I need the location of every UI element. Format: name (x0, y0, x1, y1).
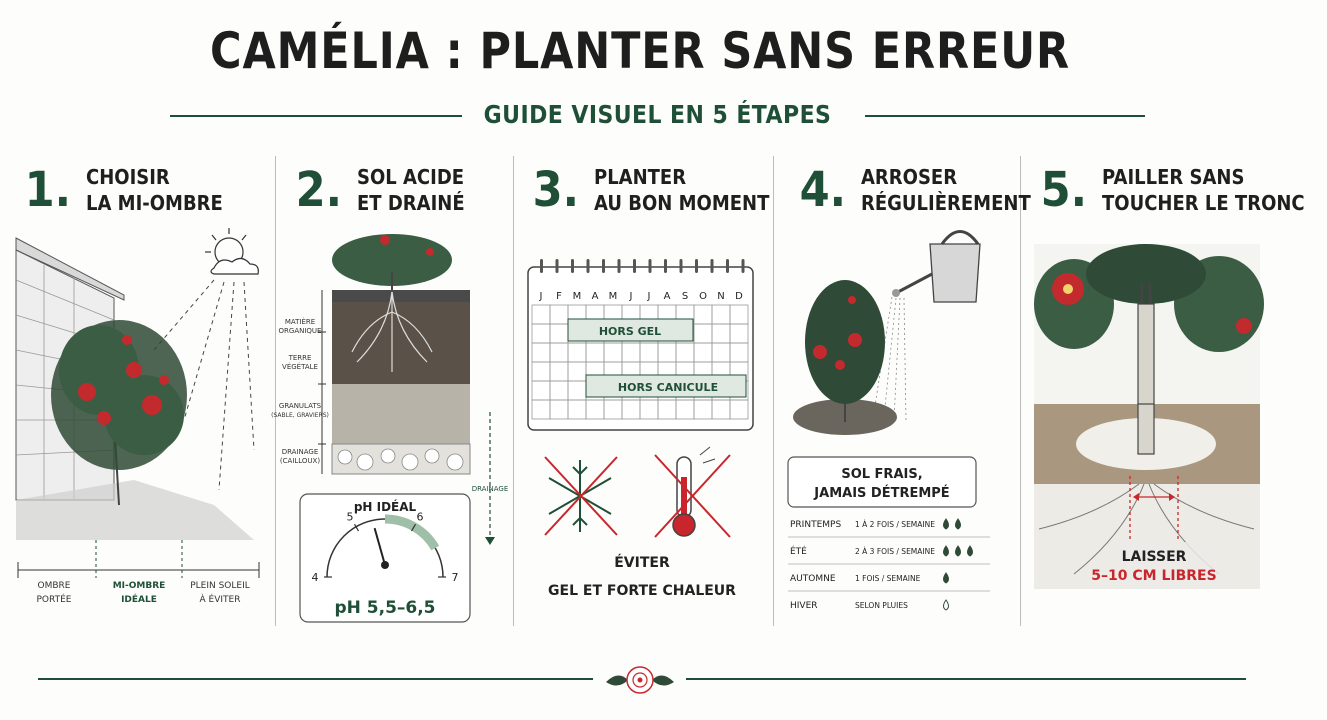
month-label: J (647, 291, 651, 302)
water-drop-icon (944, 573, 949, 583)
month-label: F (556, 291, 562, 302)
footer-rule-left (38, 678, 593, 680)
month-label: M (608, 291, 618, 302)
calendar-ring (742, 259, 745, 273)
calendar-ring (633, 259, 636, 273)
footer-rule-right (686, 678, 1246, 680)
camellia-plant-icon (332, 234, 452, 292)
zone-label: IDÉALE (121, 595, 157, 605)
tip-line: SOL FRAIS, (841, 467, 923, 482)
step-title-line: CHOISIR (85, 165, 170, 189)
water-drop-icon (956, 546, 961, 556)
band-label: HORS CANICULE (617, 381, 719, 394)
calendar-ring (711, 259, 714, 273)
tip-line: JAMAIS DÉTREMPÉ (814, 486, 950, 501)
calendar-ring (540, 259, 543, 273)
calendar-ring (664, 259, 667, 273)
column-divider (275, 156, 276, 626)
mulch-illustration (1034, 244, 1260, 594)
step-3-header (530, 162, 789, 218)
camellia-bush-icon (793, 280, 897, 435)
leave-label: LAISSER (1121, 549, 1187, 565)
layer-label: DRAINAGE (281, 448, 319, 456)
page-subtitle: GUIDE VISUEL EN 5 ÉTAPES (483, 100, 832, 129)
month-label: M (572, 291, 582, 302)
avoid-label: GEL ET FORTE CHALEUR (548, 583, 736, 599)
step-5-header (1038, 162, 1327, 218)
soil-layer-gravel (332, 384, 470, 444)
avoid-label: ÉVITER (614, 555, 670, 571)
step-title-line: PAILLER SANS (1101, 165, 1245, 189)
gauge-tick-label: 5 (346, 510, 354, 524)
season-label: AUTOMNE (790, 574, 836, 584)
step-number: 5. (1040, 162, 1088, 218)
soil-illustration (271, 232, 510, 632)
zone-label: À ÉVITER (199, 595, 241, 605)
month-label: S (681, 291, 689, 302)
watering-can-icon (892, 232, 980, 303)
water-drop-icon (944, 546, 949, 556)
step-title-line: SOL ACIDE (356, 165, 464, 189)
calendar-ring (726, 259, 729, 273)
layer-label: ORGANIQUE (278, 327, 322, 335)
calendar-ring (695, 259, 698, 273)
zone-label: MI-OMBRE (112, 581, 166, 591)
step-2-header (293, 162, 476, 218)
step-title (86, 164, 223, 216)
step-number: 4. (799, 162, 847, 218)
water-drop-icon (944, 600, 949, 610)
layer-label: GRANULATS (278, 402, 322, 410)
frequency-label: 1 À 2 FOIS / SEMAINE (855, 520, 935, 529)
step-4-header (797, 162, 1049, 218)
step-1-header (22, 162, 238, 218)
soil-layer-topsoil (332, 302, 470, 384)
season-label: ÉTÉ (790, 547, 807, 557)
month-label: A (663, 291, 671, 302)
step-title (1102, 164, 1305, 216)
shade-illustration (14, 220, 264, 620)
step-title-line: TOUCHER LE TRONC (1101, 191, 1305, 215)
gauge-tick-label: 4 (311, 571, 319, 584)
sun-icon (205, 228, 258, 274)
season-label: PRINTEMPS (790, 520, 842, 530)
month-label: J (629, 291, 633, 302)
zone-label: PLEIN SOLEIL (190, 581, 250, 591)
step-number: 2. (295, 162, 343, 218)
calendar-ring (587, 259, 590, 273)
leave-value: 5–10 CM LIBRES (1091, 568, 1217, 584)
step-title-line: ARROSER (860, 165, 957, 189)
month-label: A (591, 291, 599, 302)
step-title (357, 164, 465, 216)
month-label: O (699, 291, 707, 302)
drainage-arrowhead (485, 537, 495, 545)
step-title-line: AU BON MOMENT (593, 191, 770, 215)
calendar-illustration (520, 255, 765, 615)
calendar-ring (602, 259, 605, 273)
column-divider (773, 156, 774, 626)
layer-label: TERRE (288, 354, 312, 362)
water-drop-icon (956, 519, 961, 529)
month-label: N (717, 291, 725, 302)
watering-illustration (780, 222, 1012, 622)
ph-value: pH 5,5–6,5 (334, 598, 436, 618)
column-divider (1020, 156, 1021, 626)
subtitle-row (170, 96, 1145, 136)
water-drop-icon (968, 546, 973, 556)
thermometer-icon (673, 447, 715, 536)
gauge-pivot (381, 561, 389, 569)
drainage-label: DRAINAGE (471, 485, 509, 493)
camellia-flower-icon (600, 660, 680, 700)
month-label: J (539, 291, 543, 302)
ph-gauge-label: pH IDÉAL (353, 500, 417, 514)
zone-label: OMBRE (37, 581, 71, 591)
column-divider (513, 156, 514, 626)
gauge-tick-label: 6 (416, 510, 424, 524)
subtitle-rule-right (865, 115, 1145, 117)
layer-label: VÉGÉTALE (282, 363, 318, 371)
step-title-line: PLANTER (593, 165, 686, 189)
step-title-line: RÉGULIÈREMENT (860, 191, 1031, 215)
step-title-line: ET DRAINÉ (356, 191, 465, 215)
page-title: CAMÉLIA : PLANTER SANS ERREUR (210, 22, 1070, 80)
frequency-label: 2 À 3 FOIS / SEMAINE (855, 547, 935, 556)
step-number: 1. (24, 162, 72, 218)
step-number: 3. (532, 162, 580, 218)
season-label: HIVER (790, 601, 818, 611)
calendar-ring (571, 259, 574, 273)
soil-layer-organic (332, 290, 470, 302)
step-title (861, 164, 1031, 216)
zone-label: PORTÉE (36, 595, 72, 605)
frequency-label: 1 FOIS / SEMAINE (855, 574, 921, 583)
band-label: HORS GEL (598, 325, 662, 338)
gauge-tick-label: 7 (451, 571, 459, 584)
calendar-ring (618, 259, 621, 273)
calendar-ring (680, 259, 683, 273)
step-title (594, 164, 769, 216)
layer-label: MATIÈRE (284, 318, 316, 326)
watering-schedule (788, 519, 990, 611)
layer-label: (CAILLOUX) (279, 457, 321, 465)
step-title-line: LA MI-OMBRE (85, 191, 223, 215)
frequency-label: SELON PLUIES (855, 601, 908, 610)
month-label: D (735, 291, 743, 302)
water-drop-icon (944, 519, 949, 529)
layer-label: (SABLE, GRAVIERS) (271, 412, 329, 419)
calendar-ring (556, 259, 559, 273)
zone-scale (18, 540, 259, 578)
calendar-ring (649, 259, 652, 273)
